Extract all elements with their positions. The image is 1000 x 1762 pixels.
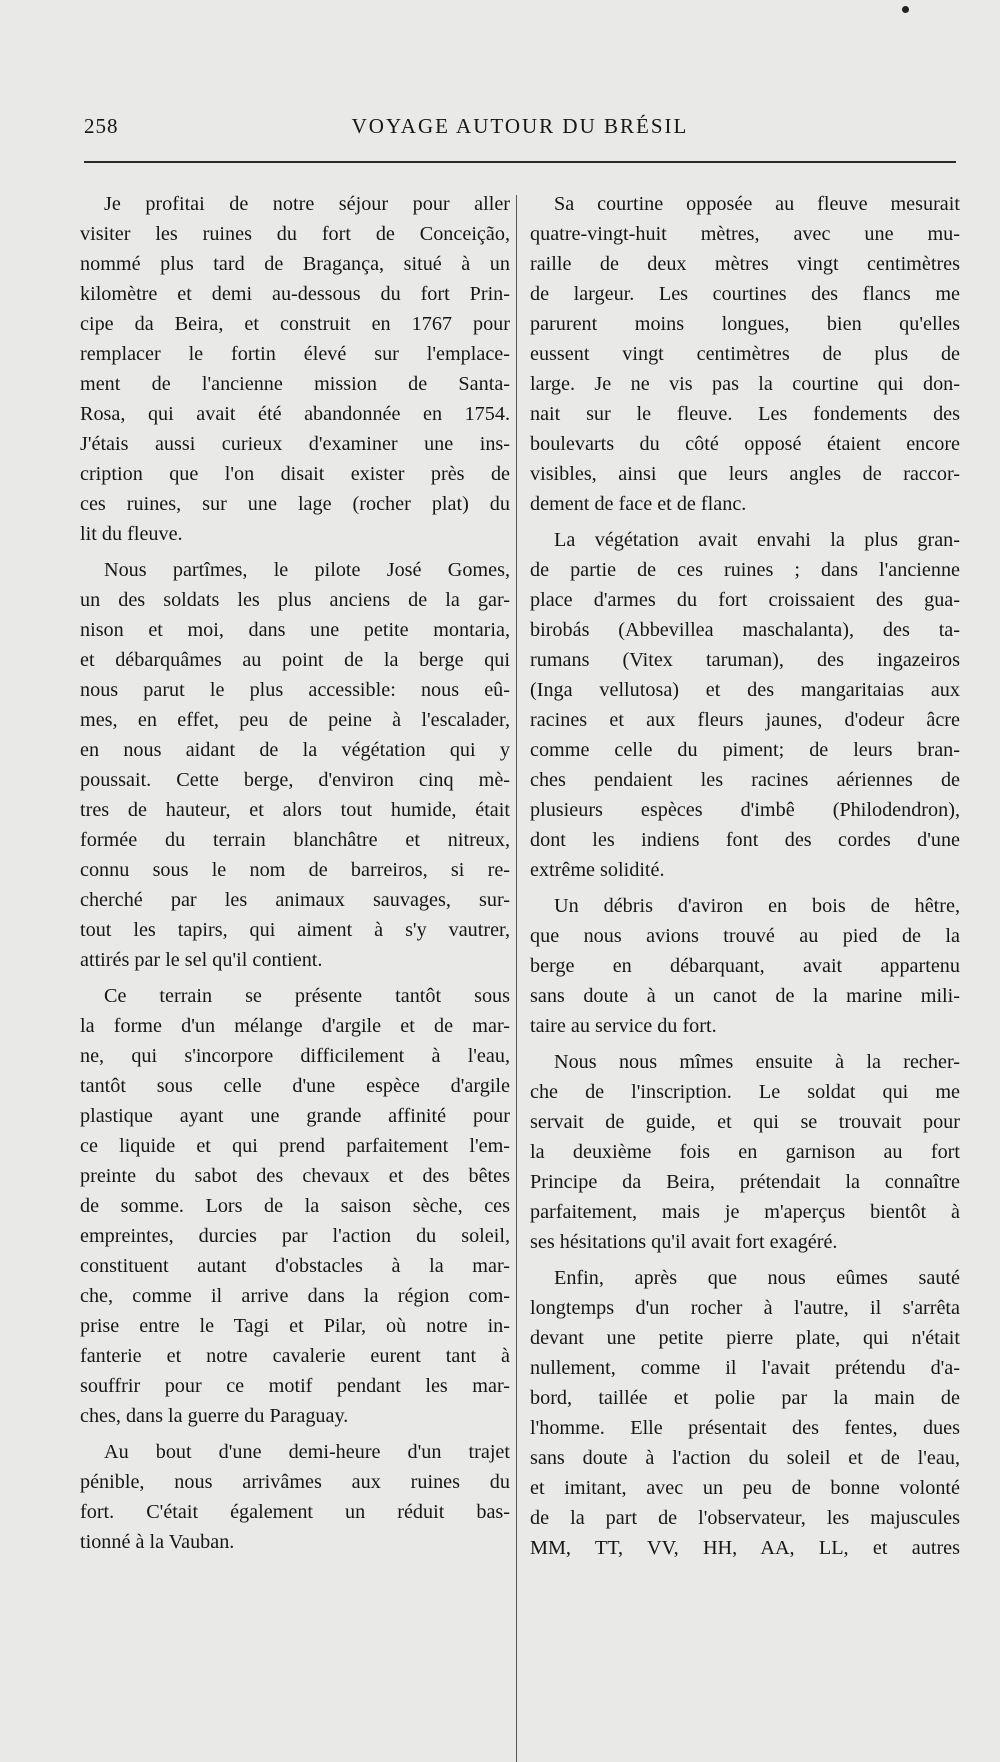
text-line: taire au service du fort. [530, 1015, 717, 1037]
text-line: Ce terrain se présente tantôt sous [104, 985, 510, 1007]
text-line: attirés par le sel qu'il contient. [80, 949, 323, 971]
text-line: de partie de ces ruines ; dans l'ancienne [530, 559, 960, 581]
text-line: kilomètre et demi au-dessous du fort Prin- [80, 283, 510, 305]
text-line: place d'armes du fort croissaient des gua- [530, 589, 960, 611]
text-line: che, comme il arrive dans la région com- [80, 1285, 510, 1307]
running-title: VOYAGE AUTOUR DU BRÉSIL [351, 114, 689, 138]
text-line: mes, en effet, peu de peine à l'escalader, [80, 709, 510, 731]
text-line: la forme d'un mélange d'argile et de mar- [80, 1015, 510, 1037]
text-line: sans doute à un canot de la marine mili- [530, 985, 960, 1007]
text-line: raille de deux mètres vingt centimètres [530, 253, 960, 275]
paragraph [530, 891, 960, 1041]
text-line: nommé plus tard de Bragança, situé à un [80, 253, 510, 275]
text-line: nison et moi, dans une petite montaria, [80, 619, 510, 641]
text-line: eussent vingt centimètres de plus de [530, 343, 960, 365]
text-line: ses hésitations qu'il avait fort exagéré. [530, 1231, 838, 1253]
text-line: visibles, ainsi que leurs angles de raccor- [530, 463, 960, 485]
text-line: birobás (Abbevillea maschalanta), des ta- [530, 619, 960, 641]
header-rule [84, 161, 956, 163]
text-line: un des soldats les plus anciens de la gar- [80, 589, 510, 611]
text-line: ce liquide et qui prend parfaitement l'em- [80, 1135, 510, 1157]
text-line: devant une petite pierre plate, qui n'était [530, 1327, 960, 1349]
text-line: Nous partîmes, le pilote José Gomes, [104, 559, 510, 581]
text-line: de somme. Lors de la saison sèche, ces [80, 1195, 510, 1217]
text-line: ces ruines, sur une lage (rocher plat) du [80, 493, 510, 515]
text-line: ment de l'ancienne mission de Santa- [80, 373, 510, 395]
text-line: racines et aux fleurs jaunes, d'odeur âcre [530, 709, 960, 731]
paragraph [80, 189, 510, 549]
text-line: dement de face et de flanc. [530, 493, 747, 515]
text-line: longtemps d'un rocher à l'autre, il s'arrêta [530, 1297, 960, 1319]
text-line: parurent moins longues, bien qu'elles [530, 313, 960, 335]
text-line: quatre-vingt-huit mètres, avec une mu- [530, 223, 960, 245]
paragraph [80, 1437, 510, 1557]
text-line: La végétation avait envahi la plus gran- [554, 529, 960, 551]
text-line: Au bout d'une demi-heure d'un trajet [104, 1441, 510, 1463]
text-line: ches, dans la guerre du Paraguay. [80, 1405, 349, 1427]
paragraph [530, 1263, 960, 1563]
text-line: nait sur le fleuve. Les fondements des [530, 403, 960, 425]
text-line: de largeur. Les courtines des flancs me [530, 283, 960, 305]
text-line: (Inga vellutosa) et des mangaritaias aux [530, 679, 960, 701]
text-line: large. Je ne vis pas la courtine qui don- [530, 373, 960, 395]
text-line: que nous avions trouvé au pied de la [530, 925, 960, 947]
text-line: remplacer le fortin élevé sur l'emplace- [80, 343, 510, 365]
text-line: Enfin, après que nous eûmes sauté [554, 1267, 960, 1289]
text-line: cipe da Beira, et construit en 1767 pour [80, 313, 510, 335]
text-line: servait de guide, et qui se trouvait pour [530, 1111, 960, 1133]
text-line: preinte du sabot des chevaux et des bêtes [80, 1165, 510, 1187]
text-line: tionné à la Vauban. [80, 1531, 235, 1553]
text-line: en nous aidant de la végétation qui y [80, 739, 510, 761]
text-line: lit du fleuve. [80, 523, 183, 545]
text-line: Nous nous mîmes ensuite à la recher- [554, 1051, 960, 1073]
paragraph [80, 981, 510, 1431]
paragraph [530, 189, 960, 519]
text-line: tres de hauteur, et alors tout humide, était [80, 799, 510, 821]
text-line: prise entre le Tagi et Pilar, où notre in- [80, 1315, 510, 1337]
text-line: et imitant, avec un peu de bonne volonté [530, 1477, 960, 1499]
text-line: et débarquâmes au point de la berge qui [80, 649, 510, 671]
text-line: MM, TT, VV, HH, AA, LL, et autres [530, 1537, 960, 1559]
text-line: nullement, comme il l'avait prétendu d'a- [530, 1357, 960, 1379]
left-column [80, 189, 510, 1563]
text-line: ne, qui s'incorpore difficilement à l'eau, [80, 1045, 510, 1067]
text-line: empreintes, durcies par l'action du soleil, [80, 1225, 510, 1247]
text-line: tout les tapirs, qui aiment à s'y vautrer, [80, 919, 510, 941]
text-line: souffrir pour ce motif pendant les mar- [80, 1375, 510, 1397]
text-line: l'homme. Elle présentait des fentes, dues [530, 1417, 960, 1439]
text-line: la deuxième fois en garnison au fort [530, 1141, 960, 1163]
running-header [84, 114, 956, 148]
text-line: J'étais aussi curieux d'examiner une ins- [80, 433, 510, 455]
text-line: constituent autant d'obstacles à la mar- [80, 1255, 510, 1277]
text-line: cherché par les animaux sauvages, sur- [80, 889, 510, 911]
text-line: plusieurs espèces d'imbê (Philodendron), [530, 799, 960, 821]
text-line: parfaitement, mais je m'aperçus bientôt à [530, 1201, 960, 1223]
right-column [530, 189, 960, 1569]
text-line: bord, taillée et polie par la main de [530, 1387, 960, 1409]
text-line: Rosa, qui avait été abandonnée en 1754. [80, 403, 510, 425]
text-line: dont les indiens font des cordes d'une [530, 829, 960, 851]
text-line: fanterie et notre cavalerie eurent tant à [80, 1345, 510, 1367]
text-line: formée du terrain blanchâtre et nitreux, [80, 829, 510, 851]
text-line: che de l'inscription. Le soldat qui me [530, 1081, 960, 1103]
text-line: comme celle du piment; de leurs bran- [530, 739, 960, 761]
text-line: Un débris d'aviron en bois de hêtre, [554, 895, 960, 917]
paragraph [530, 525, 960, 885]
text-line: sans doute à l'action du soleil et de l'eau, [530, 1447, 960, 1469]
text-line: berge en débarquant, avait appartenu [530, 955, 960, 977]
text-line: cription que l'on disait exister près de [80, 463, 510, 485]
text-line: extrême solidité. [530, 859, 665, 881]
text-line: Principe da Beira, prétendait la connaître [530, 1171, 960, 1193]
text-line: pénible, nous arrivâmes aux ruines du [80, 1471, 510, 1493]
text-line: visiter les ruines du fort de Conceição, [80, 223, 510, 245]
paragraph [530, 1047, 960, 1257]
text-line: fort. C'était également un réduit bas- [80, 1501, 510, 1523]
text-line: ches pendaient les racines aériennes de [530, 769, 960, 791]
ink-speck [902, 6, 909, 13]
text-line: poussait. Cette berge, d'environ cinq mè- [80, 769, 510, 791]
page-number: 258 [84, 114, 119, 138]
text-line: boulevarts du côté opposé étaient encore [530, 433, 960, 455]
paragraph [80, 555, 510, 975]
text-line: nous parut le plus accessible: nous eû- [80, 679, 510, 701]
column-divider [516, 195, 517, 1762]
text-line: Je profitai de notre séjour pour aller [104, 193, 510, 215]
text-line: tantôt sous celle d'une espèce d'argile [80, 1075, 510, 1097]
text-line: de la part de l'observateur, les majuscules [530, 1507, 960, 1529]
text-line: plastique ayant une grande affinité pour [80, 1105, 510, 1127]
text-line: connu sous le nom de barreiros, si re- [80, 859, 510, 881]
text-line: Sa courtine opposée au fleuve mesurait [554, 193, 960, 215]
text-line: rumans (Vitex taruman), des ingazeiros [530, 649, 960, 671]
